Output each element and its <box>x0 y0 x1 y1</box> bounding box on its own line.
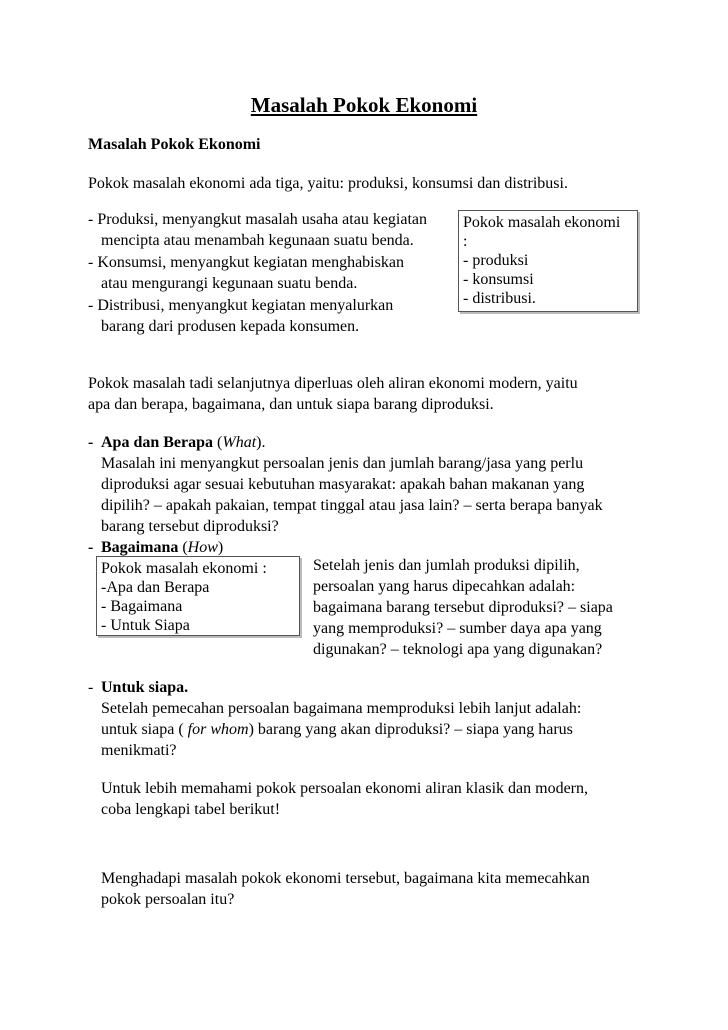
bullet-dash: - <box>88 679 94 696</box>
list-item-line: mencipta atau menambah kegunaan suatu benda. <box>101 232 414 249</box>
paragraph-line: apa dan berapa, bagaimana, dan untuk siapa barang diproduksi. <box>88 396 494 413</box>
item-what-line: dipilih? – apakah pakaian, tempat tinggal atau jasa lain? – serta berapa banyak <box>101 497 603 514</box>
list-item-line: - Produksi, menyangkut masalah usaha atau kegiatan <box>88 211 428 228</box>
box-line: - Untuk Siapa <box>101 617 190 634</box>
item-how-line: Setelah jenis dan jumlah produksi dipilih, <box>313 557 580 574</box>
item-how-line: bagaimana barang tersebut diproduksi? – siapa <box>313 599 613 616</box>
item-what-line: diproduksi agar sesuai kebutuhan masyarakat: apakah bahan makanan yang <box>101 476 585 493</box>
item-whom-line: menikmati? <box>101 742 177 759</box>
list-item-line: - Distribusi, menyangkut kegiatan menyalurkan <box>88 297 394 314</box>
box-line: Pokok masalah ekonomi <box>463 214 621 231</box>
item-how-line: persoalan yang harus dipecahkan adalah: <box>313 578 576 595</box>
subheading: Masalah Pokok Ekonomi <box>88 136 261 153</box>
instruction-line: Untuk lebih memahami pokok persoalan ekonomi aliran klasik dan modern, <box>101 780 588 797</box>
question-line: Menghadapi masalah pokok ekonomi tersebut, bagaimana kita memecahkan <box>101 870 590 887</box>
box-line: - Bagaimana <box>101 598 183 615</box>
item-how-line: digunakan? – teknologi apa yang digunakan? <box>313 641 603 658</box>
item-how-line: yang memproduksi? – sumber daya apa yang <box>313 620 602 637</box>
summary-box-modern <box>96 556 300 636</box>
box-line: : <box>463 233 468 250</box>
item-whom-line: untuk siapa ( for whom) barang yang akan diproduksi? – siapa yang harus <box>101 721 573 738</box>
list-item-line: barang dari produsen kepada konsumen. <box>101 318 360 335</box>
page-title: Masalah Pokok Ekonomi <box>250 93 478 117</box>
box-line: - produksi <box>463 252 529 269</box>
bullet-dash: - <box>88 539 94 556</box>
instruction-line: coba lengkapi tabel berikut! <box>101 801 281 818</box>
question-line: pokok persoalan itu? <box>101 891 235 908</box>
box-line: - distribusi. <box>463 290 536 307</box>
box-line: -Apa dan Berapa <box>101 579 210 596</box>
intro-paragraph: Pokok masalah ekonomi ada tiga, yaitu: produksi, konsumsi dan distribusi. <box>88 175 568 192</box>
item-what-line: barang tersebut diproduksi? <box>101 518 279 535</box>
item-what-line: Masalah ini menyangkut persoalan jenis dan jumlah barang/jasa yang perlu <box>101 455 584 472</box>
box-line: - konsumsi <box>463 271 534 288</box>
list-item-line: - Konsumsi, menyangkut kegiatan menghabiskan <box>88 254 404 271</box>
item-what-heading: Apa dan Berapa (What). <box>101 434 266 451</box>
bullet-dash: - <box>88 434 94 451</box>
box-line: Pokok masalah ekonomi : <box>101 560 267 577</box>
item-whom-heading: Untuk siapa. <box>101 679 189 696</box>
paragraph-line: Pokok masalah tadi selanjutnya diperluas oleh aliran ekonomi modern, yaitu <box>88 375 578 392</box>
summary-box-basic <box>458 210 638 312</box>
item-how-heading: Bagaimana (How) <box>101 539 224 556</box>
list-item-line: atau mengurangi kegunaan suatu benda. <box>101 275 358 292</box>
item-whom-line: Setelah pemecahan persoalan bagaimana memproduksi lebih lanjut adalah: <box>101 700 582 717</box>
